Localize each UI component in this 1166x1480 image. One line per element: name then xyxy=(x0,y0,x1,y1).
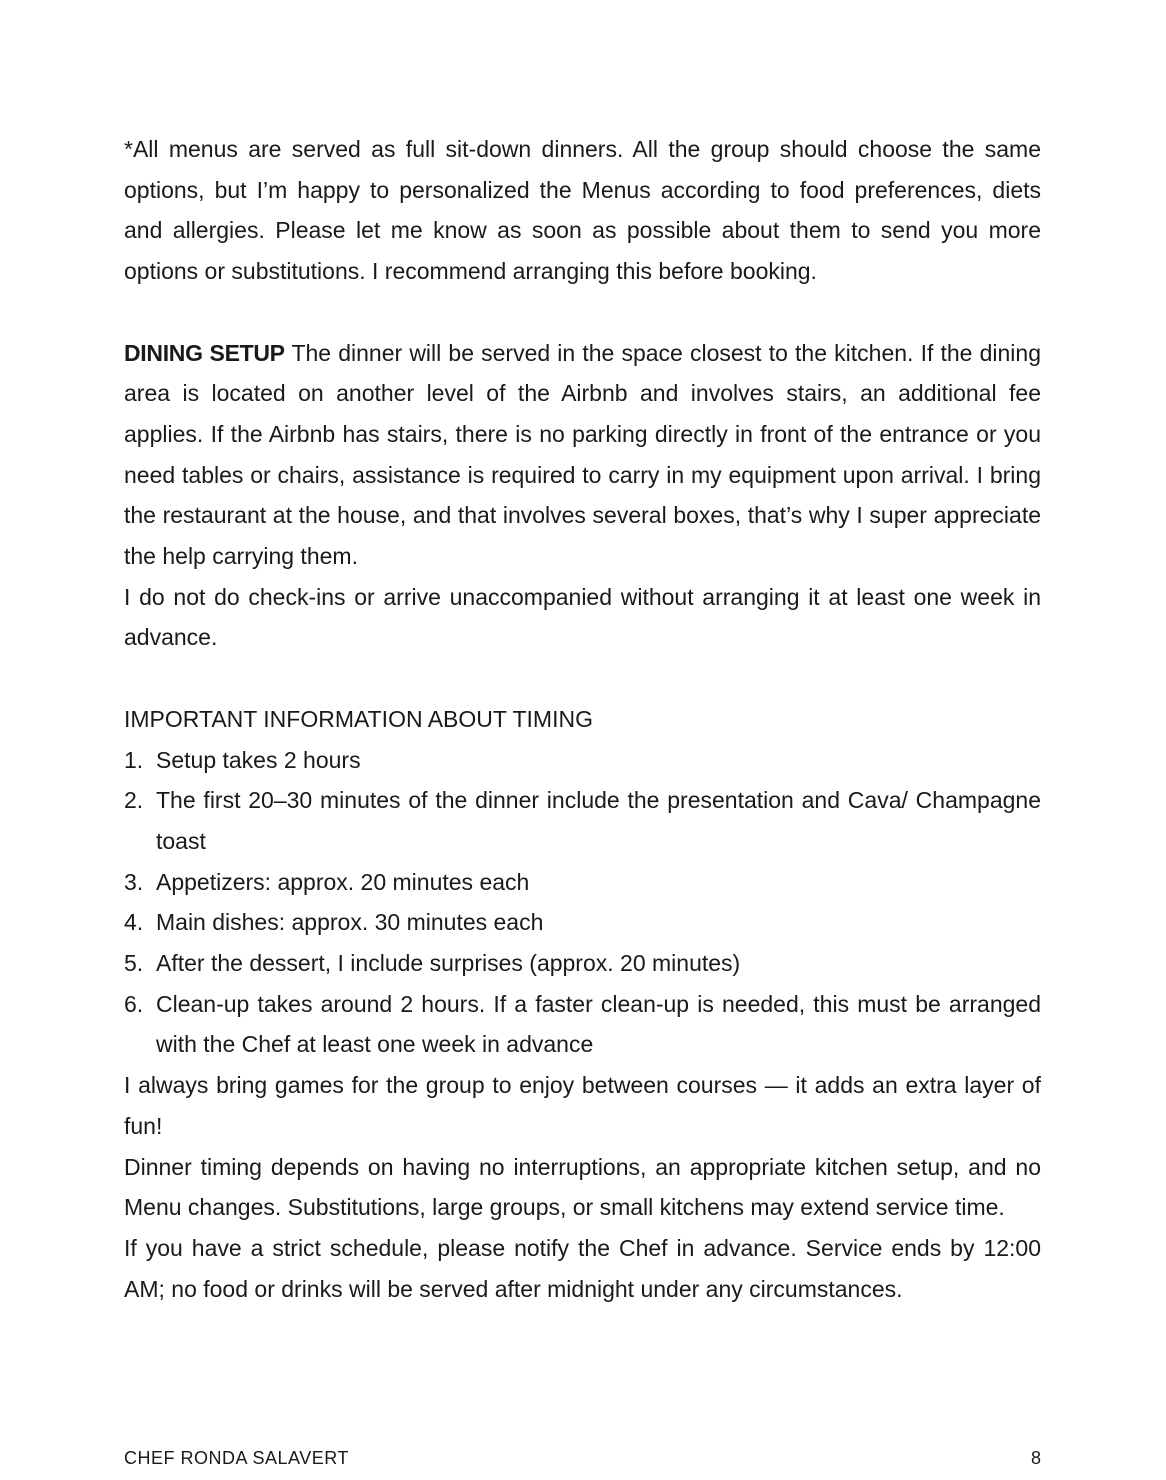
checkin-paragraph: I do not do check-ins or arrive unaccompanied without arranging it at least one week in advance. xyxy=(124,583,1041,651)
paragraph-spacer xyxy=(124,292,1041,333)
list-number: 3. xyxy=(124,868,144,895)
list-item xyxy=(124,740,1041,781)
list-number: 5. xyxy=(124,950,144,977)
timing-heading: IMPORTANT INFORMATION ABOUT TIMING xyxy=(124,705,593,732)
list-item xyxy=(124,862,1041,903)
list-item xyxy=(124,943,1041,984)
list-number: 6. xyxy=(124,990,144,1017)
list-item-text: Setup takes 2 hours xyxy=(156,746,361,773)
timing-list xyxy=(124,740,1041,1066)
page-number: 8 xyxy=(1030,1448,1041,1468)
list-item-text: Main dishes: approx. 30 minutes each xyxy=(156,909,544,936)
list-number: 1. xyxy=(124,746,144,773)
list-item-text: Clean-up takes around 2 hours. If a faster clean-up is needed, this must be arranged with the Chef at least one week in advance xyxy=(156,990,1041,1058)
dining-setup-label: DINING SETUP xyxy=(124,339,285,366)
list-item xyxy=(124,902,1041,943)
paragraph-spacer xyxy=(124,658,1041,699)
list-item xyxy=(124,984,1041,1065)
dining-setup-text: The dinner will be served in the space closest to the kitchen. If the dining area is located on another level of the Airbnb and involves stairs, an additional fee applies. If the Airbnb has stairs, there is no parking directly in front of the entrance or you need tables or chairs, assistance is required to carry in my equipment upon arrival. I bring the restaurant at the house, and that involves several boxes, that’s why I super appreciate the help carrying them. xyxy=(124,339,1041,570)
games-paragraph: I always bring games for the group to enjoy between courses — it adds an extra layer of fun! xyxy=(124,1072,1041,1139)
list-item-text: Appetizers: approx. 20 minutes each xyxy=(156,868,530,895)
footer-author: CHEF RONDA SALAVERT xyxy=(124,1448,349,1468)
list-item xyxy=(124,780,1041,861)
menu-intro-paragraph: *All menus are served as full sit-down dinners. All the group should choose the same options, but I’m happy to personalized the Menus according to food preferences, diets and allergies. Please let me know as soon as possible about them to send you more options or substitutions. I recommend arranging this before booking. xyxy=(124,136,1041,285)
list-item-text: After the dessert, I include surprises (approx. 20 minutes) xyxy=(156,950,741,977)
list-number: 2. xyxy=(124,787,144,814)
list-number: 4. xyxy=(124,909,144,936)
schedule-paragraph: If you have a strict schedule, please notify the Chef in advance. Service ends by 12:00 AM; no food or drinks will be served after midnight under any circumstances. xyxy=(124,1234,1041,1302)
timing-dependency-paragraph: Dinner timing depends on having no interruptions, an appropriate kitchen setup, and no Menu changes. Substitutions, large groups, or small kitchens may extend service time. xyxy=(124,1153,1041,1221)
page-body xyxy=(124,129,1041,1309)
dining-setup-paragraph xyxy=(124,333,1041,577)
list-item-text: The first 20–30 minutes of the dinner include the presentation and Cava/ Champagne toast xyxy=(156,787,1041,854)
